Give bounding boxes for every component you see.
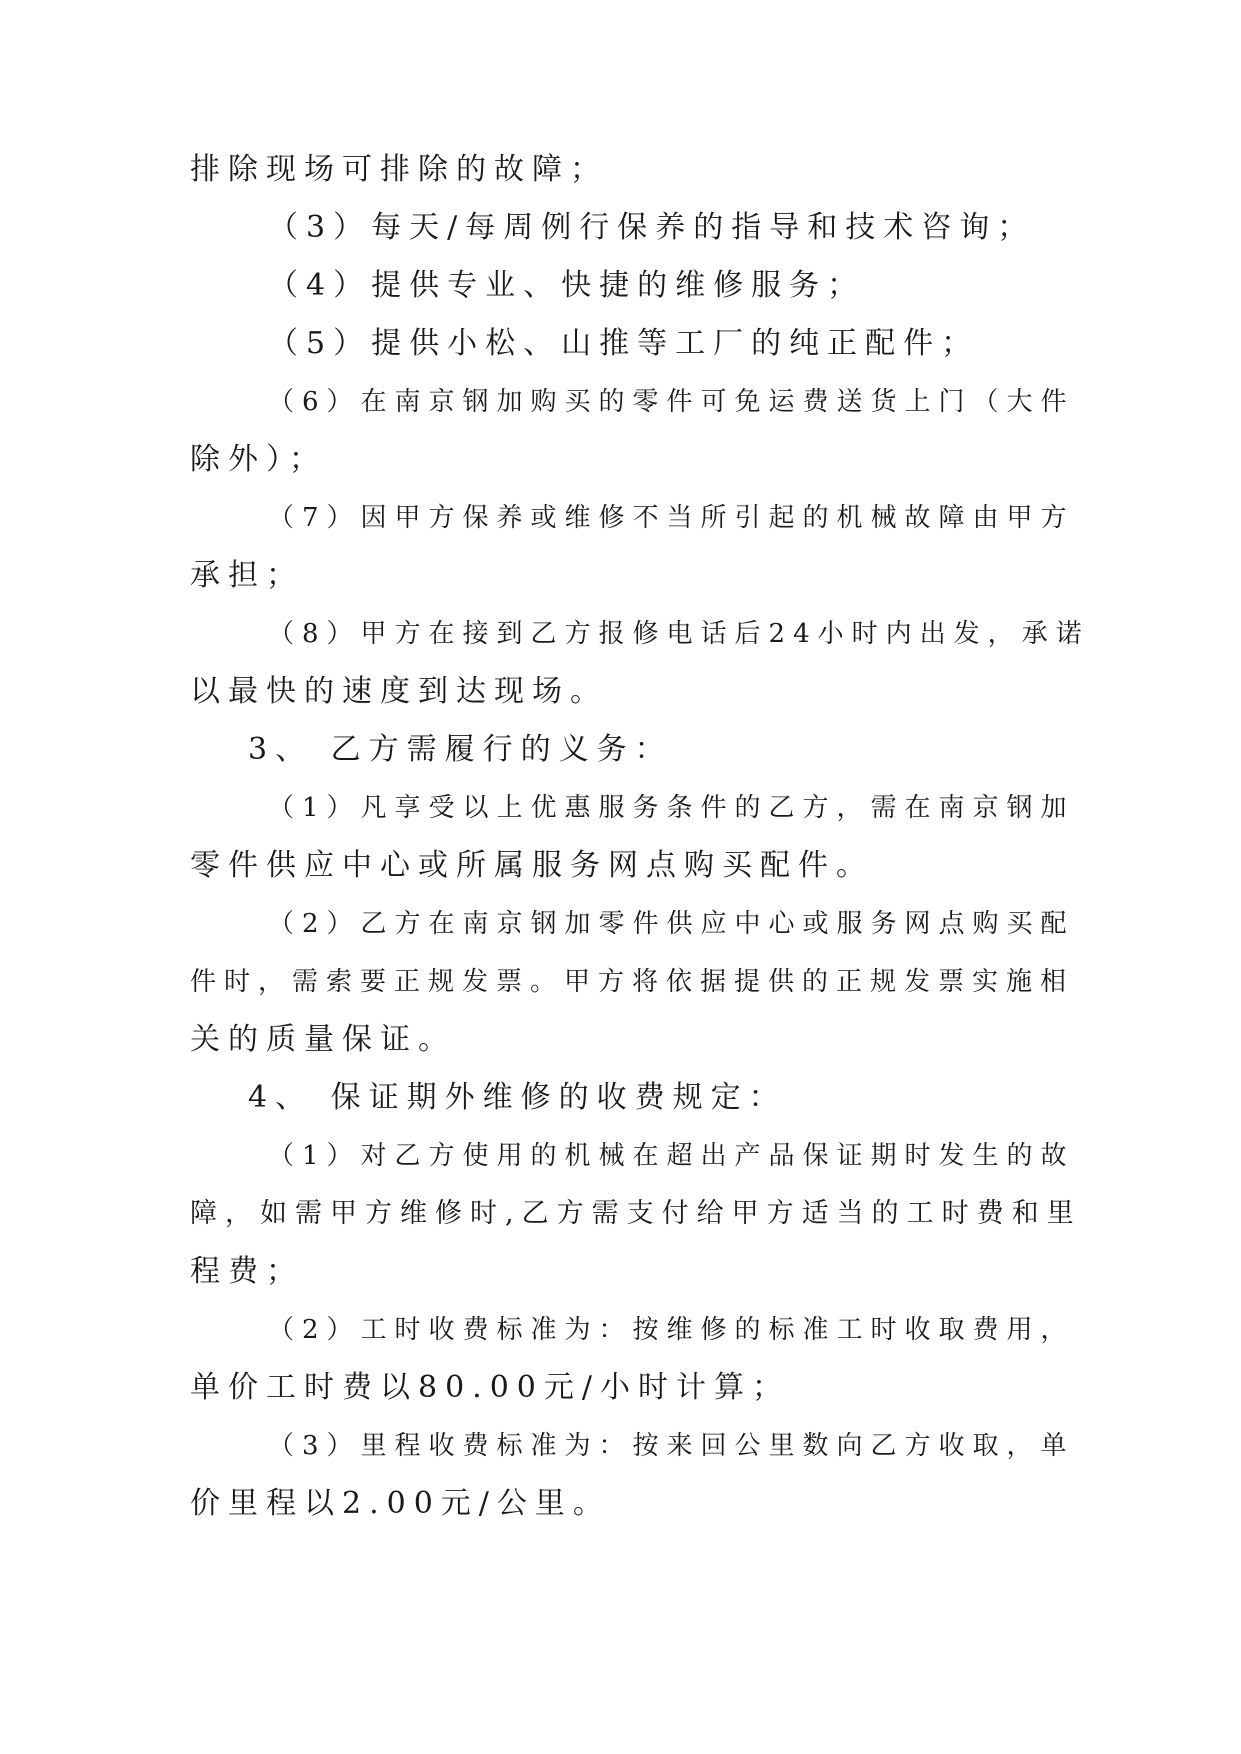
section-heading: 3、 乙方需履行的义务： (248, 732, 673, 767)
text-line: （1）对乙方使用的机械在超出产品保证期时发生的故 (268, 1141, 1075, 1171)
text-line: 单价工时费以80.00元/小时计算； (190, 1370, 790, 1405)
text-line: （3）每天/每周例行保养的指导和技术咨询； (268, 210, 1036, 245)
text-line: 件时，需索要正规发票。甲方将依据提供的正规发票实施相 (190, 967, 1075, 997)
text-line: 程费； (190, 1254, 304, 1289)
text-line: 排除现场可排除的故障； (190, 152, 608, 187)
text-line: （2）乙方在南京钢加零件供应中心或服务网点购买配 (268, 909, 1075, 939)
text-line: 关的质量保证。 (190, 1022, 456, 1057)
text-line: （7）因甲方保养或维修不当所引起的机械故障由甲方 (268, 503, 1075, 533)
section-heading: 4、 保证期外维修的收费规定： (248, 1080, 787, 1115)
text-line: （4）提供专业、快捷的维修服务； (268, 268, 866, 303)
text-line: 承担； (190, 558, 304, 593)
text-line: （6）在南京钢加购买的零件可免运费送货上门（大件 (268, 387, 1075, 417)
text-line: 以最快的速度到达现场。 (190, 674, 608, 709)
text-line: （5）提供小松、山推等工厂的纯正配件； (268, 326, 980, 361)
text-line: （8）甲方在接到乙方报修电话后24小时内出发，承诺 (268, 619, 1090, 649)
text-line: 障，如需甲方维修时,乙方需支付给甲方适当的工时费和里 (190, 1198, 1082, 1229)
text-line: （2）工时收费标准为：按维修的标准工时收取费用， (268, 1315, 1075, 1345)
text-line: （1）凡享受以上优惠服务条件的乙方，需在南京钢加 (268, 793, 1075, 823)
text-line: （3）里程收费标准为：按来回公里数向乙方收取，单 (268, 1431, 1075, 1461)
text-line: 除外）； (190, 442, 327, 477)
text-line: 零件供应中心或所属服务网点购买配件。 (190, 848, 874, 883)
text-line: 价里程以2.00元/公里。 (190, 1486, 611, 1521)
